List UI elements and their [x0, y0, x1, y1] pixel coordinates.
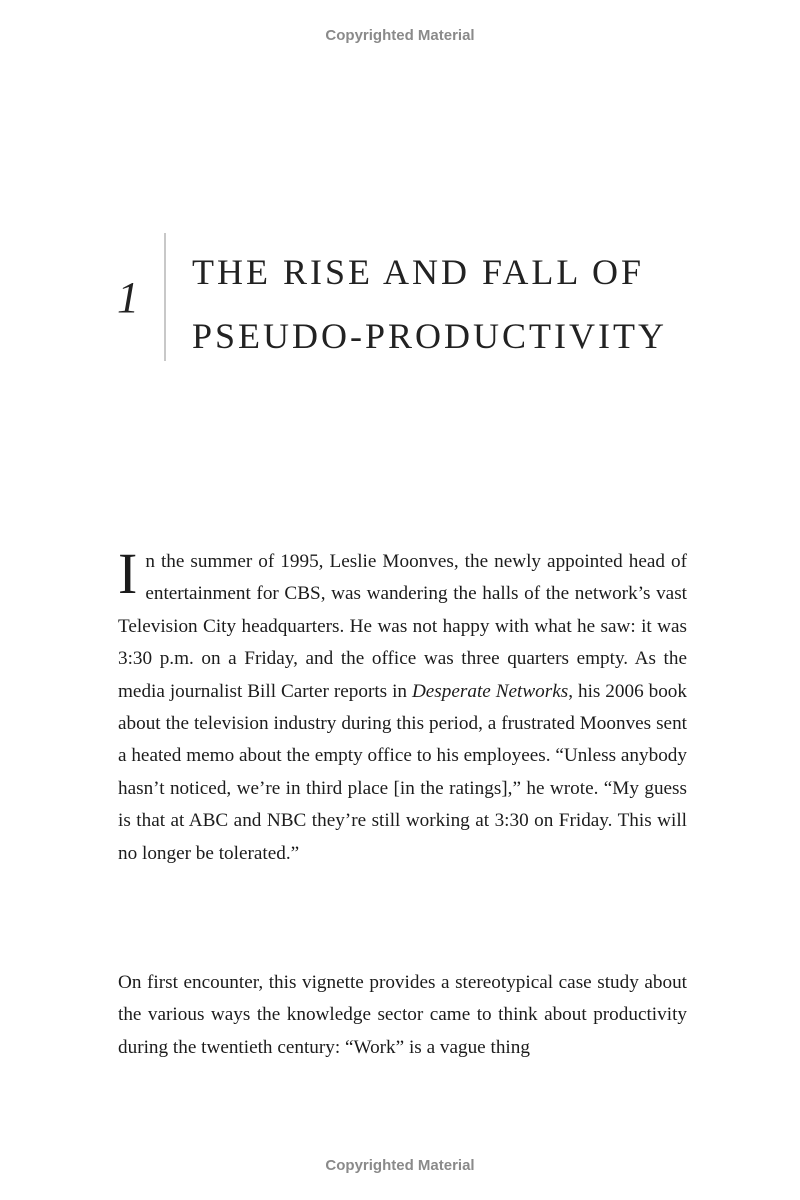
copyright-watermark-top: Copyrighted Material — [325, 27, 475, 44]
body-paragraph-2: On first encounter, this vignette provides a stereotypical case study about the various ways the knowledge sector came to think about productivity during the twentieth century: “Work” is a vague thing — [118, 972, 687, 1058]
copyright-watermark-bottom: Copyrighted Material — [325, 1157, 475, 1174]
chapter-number: 1 — [117, 273, 139, 322]
chapter-title-line-2: PSEUDO-PRODUCTIVITY — [192, 316, 668, 356]
drop-cap: I — [118, 541, 138, 606]
paragraph-text-part-1: n the summer of 1995, Leslie Moonves, the newly appointed head of entertainment for CBS, was wandering the halls of the network’s vast Television City headquarters. He was not happy with what he saw: it was 3:30 p.m. on a Friday, and the office was three quarters empty. As the media journalist Bill Carter reports in — [118, 551, 692, 702]
chapter-title-line-1: THE RISE AND FALL OF — [192, 252, 645, 292]
chapter-title — [192, 240, 667, 368]
body-paragraph-1 — [118, 541, 692, 870]
book-title-italic: Desperate Networks — [411, 680, 569, 702]
paragraph-text-part-2: , his 2006 book about the television industry during this period, a frustrated Moonves sent a heated memo about the empty office to his employees. “Unless anybody hasn’t noticed, we’re in third place [in the ratings],” he wrote. “My guess is that at ABC and NBC they’re still working at 3:30 on Friday. This will no longer be tolerated.” — [118, 680, 692, 864]
chapter-divider — [164, 233, 166, 361]
